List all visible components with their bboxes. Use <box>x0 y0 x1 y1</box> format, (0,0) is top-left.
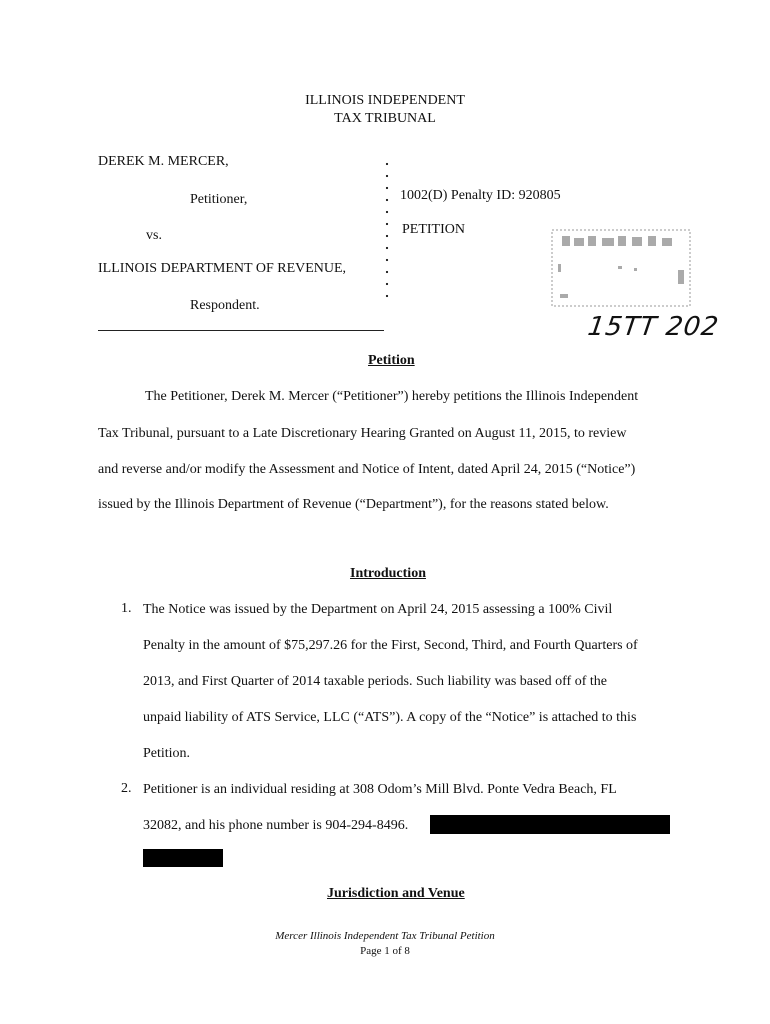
petition-line: issued by the Illinois Department of Revenue (“Department”), for the reasons stated below. <box>98 497 609 512</box>
document-type: PETITION <box>402 222 465 237</box>
caption-rule <box>98 330 384 331</box>
list-item-line: Petition. <box>143 746 191 761</box>
versus-label: vs. <box>146 228 162 243</box>
petition-heading: Petition <box>368 353 415 368</box>
redaction-bar <box>143 849 223 867</box>
list-item-line: Petitioner is an individual residing at 308 Odom’s Mill Blvd. Ponte Vedra Beach, FL <box>143 782 617 797</box>
footer-title: Mercer Illinois Independent Tax Tribunal Petition <box>275 930 495 942</box>
list-item-line: 32082, and his phone number is 904-294-8496. <box>143 818 409 833</box>
respondent-role: Respondent. <box>190 298 260 313</box>
penalty-id: 1002(D) Penalty ID: 920805 <box>400 188 561 203</box>
list-item-line: The Notice was issued by the Department on April 24, 2015 assessing a 100% Civil <box>143 602 613 617</box>
petition-line: Tax Tribunal, pursuant to a Late Discretionary Hearing Granted on August 11, 2015, to review <box>98 426 627 441</box>
list-item-number: 2. <box>121 781 132 796</box>
petitioner-name: DEREK M. MERCER, <box>98 154 229 169</box>
petition-line: and reverse and/or modify the Assessment and Notice of Intent, dated April 24, 2015 (“Notice”) <box>98 462 636 477</box>
jurisdiction-heading: Jurisdiction and Venue <box>327 886 465 901</box>
tribunal-header <box>0 92 770 128</box>
list-item-number: 1. <box>121 601 132 616</box>
petitioner-role: Petitioner, <box>190 192 248 207</box>
respondent-name: ILLINOIS DEPARTMENT OF REVENUE, <box>98 261 347 276</box>
tribunal-header-line2: TAX TRIBUNAL <box>334 111 436 126</box>
introduction-heading: Introduction <box>350 566 426 581</box>
petition-line: The Petitioner, Derek M. Mercer (“Petitioner”) hereby petitions the Illinois Independent <box>145 389 639 404</box>
list-item-line: Penalty in the amount of $75,297.26 for the First, Second, Third, and Fourth Quarters of <box>143 638 638 653</box>
list-item-line: 2013, and First Quarter of 2014 taxable periods. Such liability was based off of the <box>143 674 607 689</box>
received-stamp <box>548 226 694 310</box>
redaction-bar <box>430 815 670 834</box>
caption-divider <box>384 158 390 298</box>
handwritten-case-number: 15TT 202 <box>585 312 721 342</box>
page-number: Page 1 of 8 <box>360 945 410 957</box>
list-item-line: unpaid liability of ATS Service, LLC (“ATS”). A copy of the “Notice” is attached to this <box>143 710 637 725</box>
tribunal-header-line1: ILLINOIS INDEPENDENT <box>305 93 465 108</box>
